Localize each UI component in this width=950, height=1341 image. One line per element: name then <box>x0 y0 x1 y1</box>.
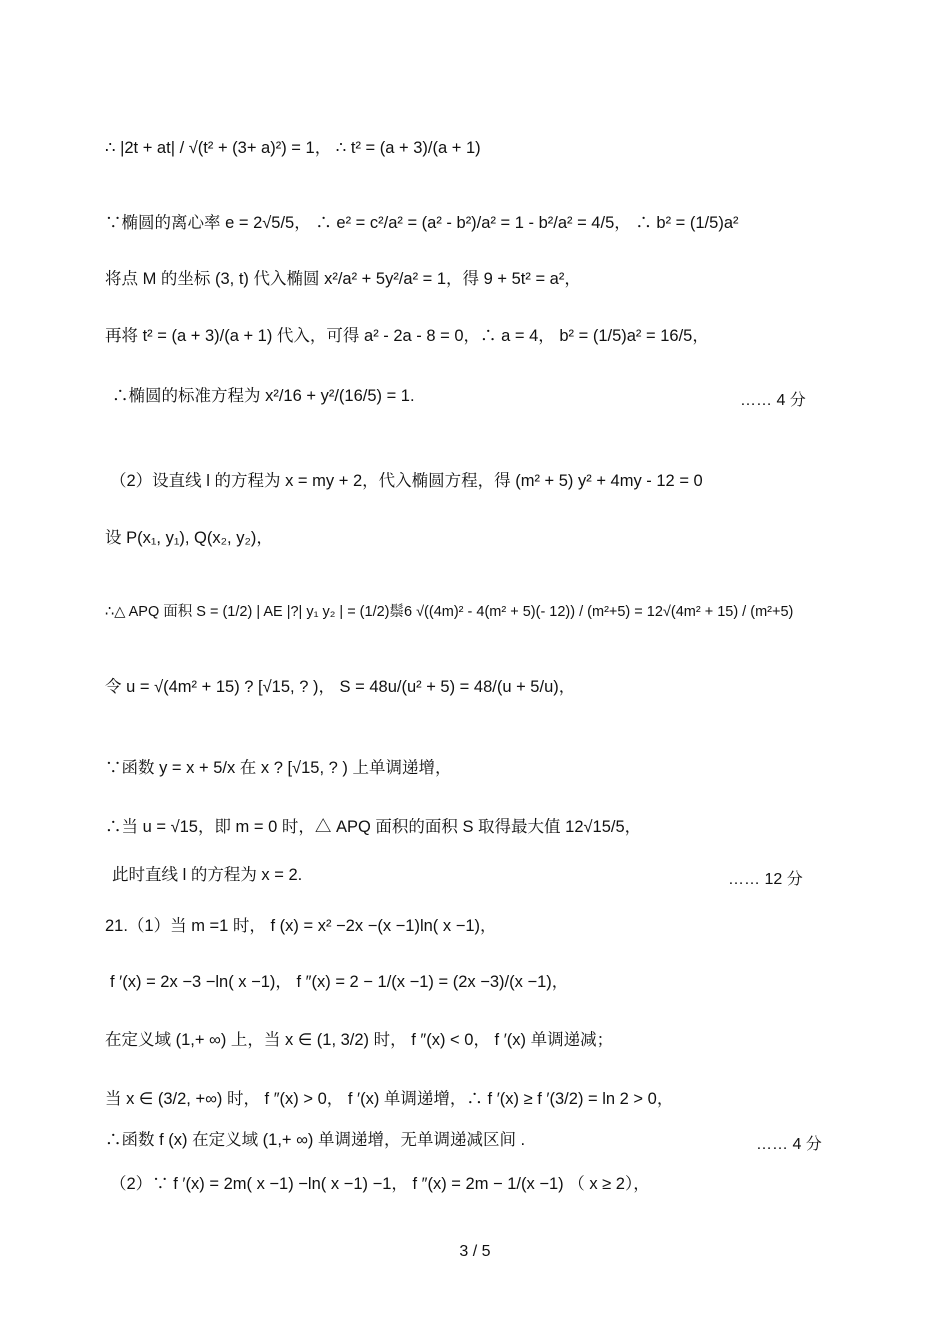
text-line: （2）∵ f ′(x) = 2m( x −1) −ln( x −1) −1， f ″(x) = 2m − 1/(x −1) （ x ≥ 2）， <box>110 1175 650 1193</box>
page-number: 3 / 5 <box>459 1243 491 1260</box>
text-line: ∵椭圆的离心率 e = 2√5/5， ∴ e² = c²/a² = (a² - b²)/a² = 1 - b²/a² = 4/5， ∴ b² = (1/5)a² <box>105 214 739 232</box>
text-line: 此时直线 l 的方程为 x = 2. <box>112 866 303 884</box>
text-line: 21.（1）当 m =1 时， f (x) = x² −2x −(x −1)ln( x −1)， <box>105 917 497 935</box>
text-line: 在定义域 (1,+ ∞) 上，当 x ∈ (1, 3/2) 时， f ″(x) < 0， f ′(x) 单调递减； <box>105 1031 614 1049</box>
text-line: f ′(x) = 2x −3 −ln( x −1)， f ″(x) = 2 − 1/(x −1) = (2x −3)/(x −1)， <box>110 973 569 991</box>
score-mark: …… 4 分 <box>740 392 806 409</box>
score-mark: …… 12 分 <box>728 871 803 888</box>
text-line: 再将 t² = (a + 3)/(a + 1) 代入，可得 a² - 2a - 8 = 0，∴ a = 4， b² = (1/5)a² = 16/5， <box>105 327 709 345</box>
text-line: ∴椭圆的标准方程为 x²/16 + y²/(16/5) = 1. <box>112 387 415 405</box>
text-line: 将点 M 的坐标 (3, t) 代入椭圆 x²/a² + 5y²/a² = 1，得 9 + 5t² = a²， <box>105 270 581 288</box>
text-line: ∴ |2t + at| / √(t² + (3+ a)²) = 1， ∴ t² = (a + 3)/(a + 1) <box>105 139 481 157</box>
text-line: ∵函数 y = x + 5/x 在 x ? [√15, ? ) 上单调递增， <box>105 759 452 777</box>
text-line: ∴函数 f (x) 在定义域 (1,+ ∞) 单调递增，无单调递减区间 . <box>105 1131 526 1149</box>
text-line: ∴△ APQ 面积 S = (1/2) | AE |?| y₁ y₂ | = (1/2)鬃6 √((4m)² - 4(m² + 5)(- 12)) / (m²+5) = 12√(4m² + 15) / (m²+5) <box>105 604 794 620</box>
score-mark: …… 4 分 <box>756 1136 822 1153</box>
text-line: 设 P(x₁, y₁), Q(x₂, y₂)， <box>105 529 273 547</box>
text-line: 令 u = √(4m² + 15) ? [√15, ? )， S = 48u/(u² + 5) = 48/(u + 5/u)， <box>105 678 576 696</box>
text-line: ∴当 u = √15，即 m = 0 时，△ APQ 面积的面积 S 取得最大值 12√15/5， <box>105 818 642 836</box>
text-line: （2）设直线 l 的方程为 x = my + 2，代入椭圆方程，得 (m² + 5) y² + 4my - 12 = 0 <box>110 472 703 490</box>
text-line: 当 x ∈ (3/2, +∞) 时， f ″(x) > 0， f ′(x) 单调递增，∴ f ′(x) ≥ f ′(3/2) = ln 2 > 0， <box>105 1090 674 1108</box>
